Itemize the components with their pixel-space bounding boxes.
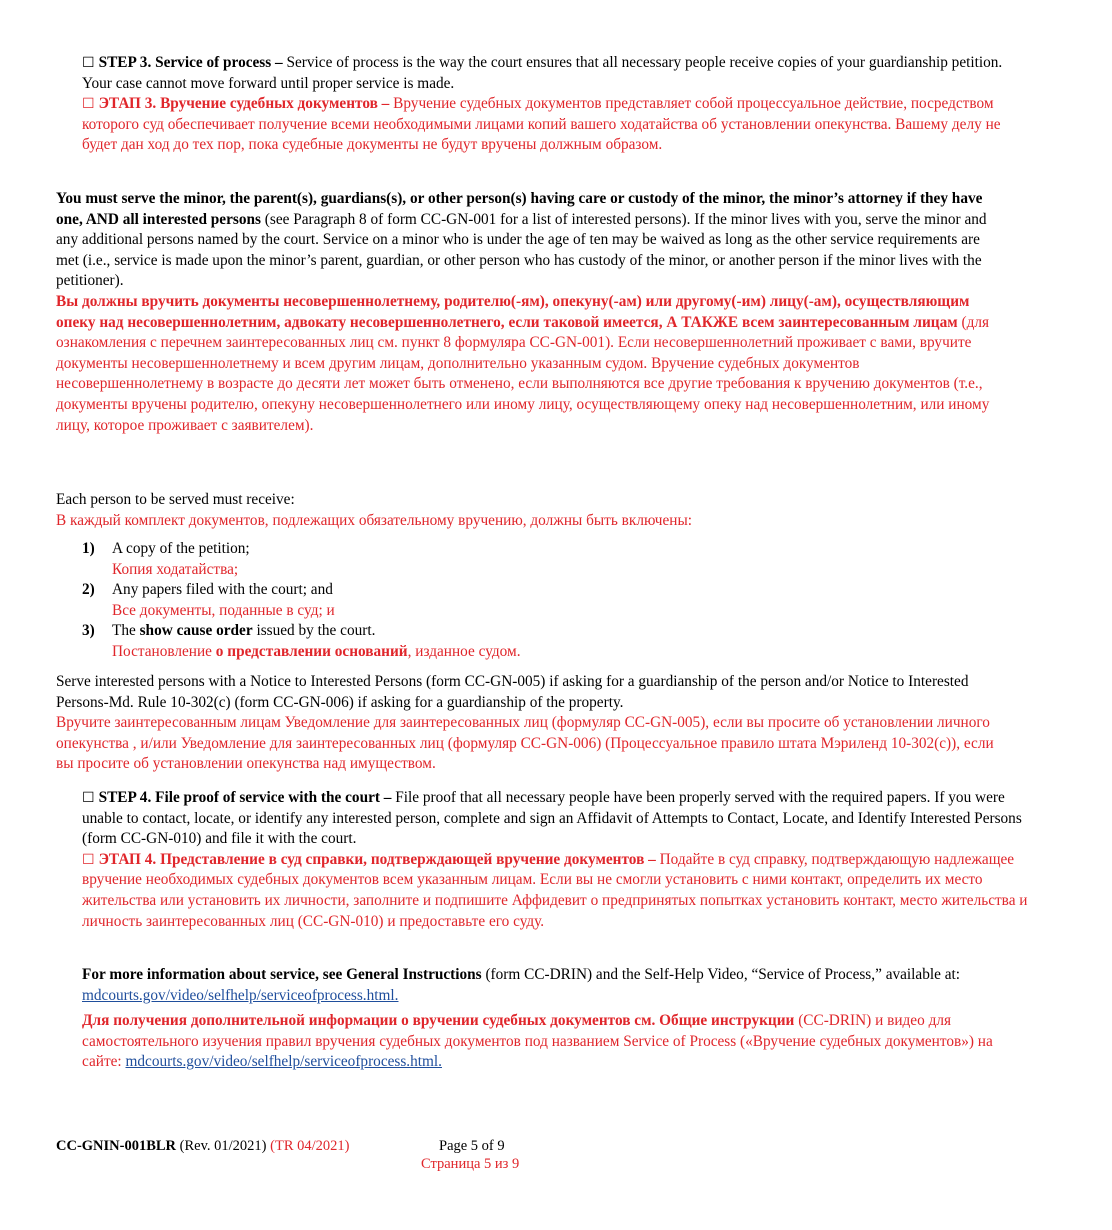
each-en: Each person to be served must receive: [56, 491, 295, 508]
list-item [0, 539, 950, 580]
page-number-ru: Страница 5 из 9 [421, 1156, 520, 1172]
list-item-en-pre: The [112, 622, 140, 640]
page-number: Page 5 of 9 [439, 1138, 505, 1154]
step3-text-ru: Вручение судебных документов представляет собой процессуальное действие, посредством которого суд обеспечивает получение всеми необходимыми лицами копий вашего ходатайства об установлении опекунства. Вашему делу не будет дан ход до тех пор, пока судебные документы не будут вручены должным образом. [82, 95, 1001, 154]
serve-section [0, 189, 1058, 436]
notice-en: Serve interested persons with a Notice to Interested Persons (form CC-GN-005) if asking for a guardianship of the person and/or Notice to Interested Persons-Md. Rule 10-302(c) (form CC-GN-006) if asking for a guardianship of the property. [56, 673, 969, 711]
info-text-en: (form CC-DRIN) and the Self-Help Video, “Service of Process,” available at: [481, 966, 961, 983]
serve-text-en: (see Paragraph 8 of form CC-GN-001 for a list of interested persons). If the minor lives with you, serve the minor and any additional persons named by the court. Service on a minor who is under the age of ten may be waived as long as the other service requirements are met (i.e., service is made upon the minor’s parent, guardian, or other person who has custody of the minor, or another person if the minor lives with the petitioner). [56, 210, 987, 290]
serve-ru [56, 292, 1006, 436]
step4-text-en: File proof that all necessary people have been properly served with the required papers. If you were unable to contact, locate, or identify any interested person, complete and sign an Affidavit of Attempts to Contact, Locate, and Identify Interested Persons (form CC-GN-010) and file it with the court. [82, 789, 1022, 848]
step3-title-en: STEP 3. Service of process – [98, 54, 283, 71]
list-item-ru: Копия ходатайства; [112, 560, 239, 578]
step3-en [82, 53, 1032, 94]
list-item-ru [112, 642, 950, 663]
serve-bold-en: You must serve the minor, the parent(s), guardians(s), or other person(s) having care or custody of the minor, the minor’s attorney if they have one, AND all interested persons [56, 190, 983, 228]
form-revision: (Rev. 01/2021) [176, 1138, 267, 1154]
step4-en [82, 788, 1032, 850]
step3-section [0, 53, 1112, 156]
form-translation-date: (TR 04/2021) [266, 1138, 350, 1154]
notice-ru: Вручите заинтересованным лицам Уведомление для заинтересованных лиц (формуляр CC-GN-005), если вы просите об установлении личного опекунства , и/или Уведомление для заинтересованных лиц (формуляр CC-GN-006) (Процессуальное правило штата Мэриленд 10-302(c)), если вы просите об установлении опекунства над имуществом. [56, 714, 994, 773]
each-ru: В каждый комплект документов, подлежащих обязательному вручению, должны быть включены: [56, 511, 692, 529]
serve-bold-ru: Вы должны вручить документы несовершеннолетнему, родителю(-ям), опекуну(-ам) или другому(-им) лицу(-ам), осуществляющим опеку над несовершеннолетним, адвокату несовершеннолетнего, если таковой имеется, А ТАКЖЕ всем заинтересованным лицам [56, 292, 970, 331]
serve-en [56, 189, 1006, 292]
notice-section [0, 672, 1058, 775]
step4-ru [82, 850, 1032, 932]
info-ru [82, 1011, 1032, 1073]
service-video-link[interactable]: mdcourts.gov/video/selfhelp/serviceofprocess.html. [82, 986, 399, 1004]
list-item [0, 580, 950, 621]
step3-ru [82, 94, 1032, 156]
list-item-en-post: issued by the court. [252, 622, 376, 640]
service-video-link-ru[interactable]: mdcourts.gov/video/selfhelp/serviceofprocess.html. [125, 1053, 442, 1071]
each-section [0, 490, 1058, 531]
list-item-en: A copy of the petition; [112, 540, 250, 557]
step4-title-en: STEP 4. File proof of service with the court – [98, 789, 392, 806]
list-item-number: 3) [82, 622, 95, 640]
info-en [82, 965, 1032, 1006]
step3-title-ru: ЭТАП 3. Вручение судебных документов – [98, 95, 390, 113]
list-item-ru-post: , изданное судом. [407, 642, 521, 660]
info-bold-ru: Для получения дополнительной информации о вручении судебных документов см. Общие инструкции [82, 1012, 795, 1030]
serve-text-ru: (для ознакомления с перечнем заинтересованных лиц см. пункт 8 формуляра CC-GN-001). Если несовершеннолетний проживает с вами, вручите документы несовершеннолетнему и всем другим лицам, дополнительно указанным судом. Вручение судебных документов несовершеннолетнему в возрасте до десяти лет может быть отменено, если выполняются все другие требования к вручению документов (т.е., документы вручены родителю, опекуну несовершеннолетнего или иному лицу, осуществляющему опеку над несовершеннолетним, или иному лицу, которое проживает с заявителем). [56, 313, 990, 434]
step4-title-ru: ЭТАП 4. Представление в суд справки, подтверждающей вручение документов – [98, 850, 656, 868]
step3-text-en: Service of process is the way the court ensures that all necessary people receive copies of your guardianship petition. Your case cannot move forward until proper service is made. [82, 54, 1003, 92]
list-item-en-bold: show cause order [139, 622, 253, 640]
list-item-en [112, 621, 950, 642]
form-code [56, 1137, 349, 1155]
required-list [0, 539, 950, 663]
list-item-number: 2) [82, 581, 95, 599]
step4-section [0, 788, 1112, 932]
step3-checkbox-ru[interactable]: ☐ [82, 96, 95, 113]
form-code-id: CC-GNIN-001BLR [56, 1138, 177, 1154]
list-item-ru-pre: Постановление [112, 642, 216, 660]
step4-checkbox[interactable]: ☐ [82, 790, 95, 806]
step4-checkbox-ru[interactable]: ☐ [82, 851, 95, 868]
info-section [0, 965, 1112, 1073]
list-item-number: 1) [82, 540, 95, 557]
info-bold-en: For more information about service, see General Instructions [82, 966, 482, 983]
list-item-ru: Все документы, поданные в суд; и [112, 601, 335, 619]
list-item-ru-bold: о представлении оснований [215, 642, 408, 660]
list-item [0, 621, 950, 662]
step4-text-ru: Подайте в суд справку, подтверждающую надлежащее вручение необходимых судебных документов всем указанным лицам. Если вы не смогли установить с ними контакт, определить их место жительства или установить их личности, заполните и подпишите Аффидевит о предпринятых попытках установить контакт, место жительства и личность заинтересованных лиц (CC-GN-010) и предоставьте его суду. [82, 850, 1028, 930]
list-item-en: Any papers filed with the court; and [112, 581, 333, 599]
step3-checkbox[interactable]: ☐ [82, 55, 95, 71]
info-text-ru: (CC-DRIN) и видео для самостоятельного изучения правил вручения судебных документов под названием Service of Process («Вручение судебных документов») на сайте: [82, 1012, 993, 1071]
